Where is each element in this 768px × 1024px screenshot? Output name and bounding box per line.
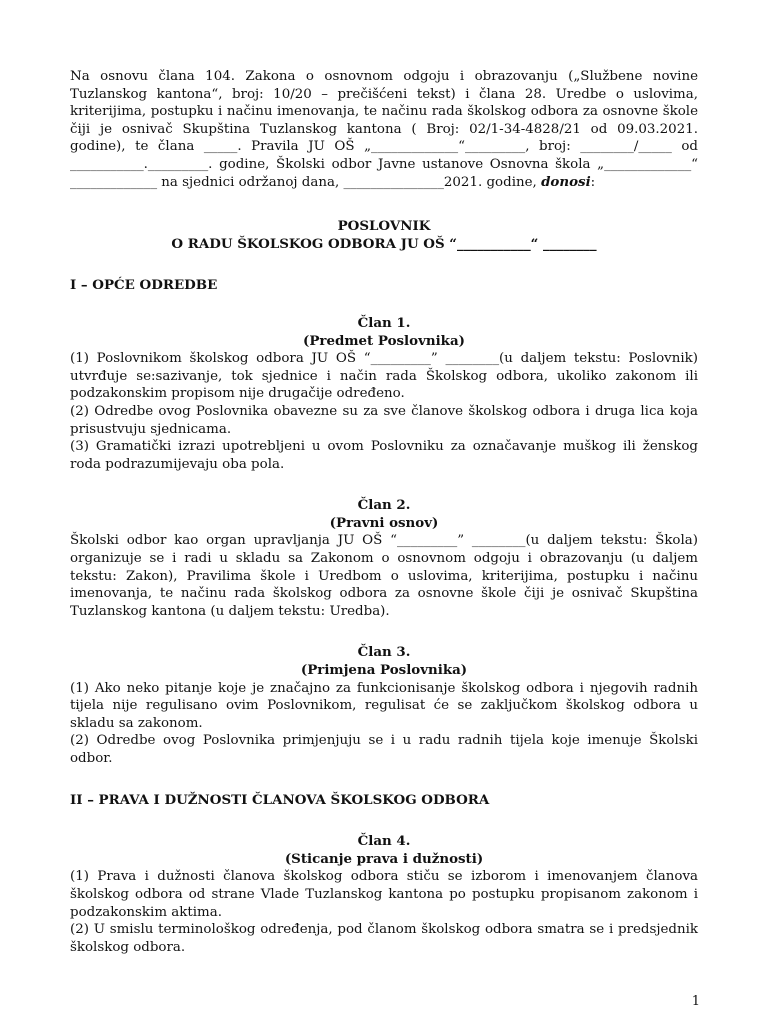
- article-1-paragraph-1: (1) Poslovnikom školskog odbora JU OŠ “_________” ________(u daljem tekstu: Poslovnik) utvrđuje se:sazivanje, tok sjednice i način rada Školskog odbora, ukoliko zakonom ili podzakonskim propisom nije drugačije određeno.: [70, 351, 698, 402]
- article-2-subtitle: (Pravni osnov): [329, 514, 439, 531]
- article-4-heading: Član 4.: [357, 833, 411, 850]
- article-2: [70, 497, 698, 620]
- article-3-heading: Član 3.: [357, 644, 411, 661]
- article-4-paragraph-1: (1) Prava i dužnosti članova školskog odbora stiču se izborom i imenovanjem članova školskog odbora od strane Vlade Tuzlanskog kantona po postupku propisanom zakonom i podzakonskim aktima.: [70, 869, 698, 920]
- title-line-2: O RADU ŠKOLSKOG ODBORA JU OŠ “___________“ ________: [171, 235, 597, 252]
- article-4-paragraph-2: (2) U smislu terminološkog određenja, pod članom školskog odbora smatra se i predsjednik školskog odbora.: [70, 922, 698, 955]
- intro-verb: donosi: [541, 173, 591, 190]
- article-3-paragraph-1: (1) Ako neko pitanje koje je značajno za funkcionisanje školskog odbora i njegovih radnih tijela nije regulisano ovim Poslovnikom, regulisat će se zaključkom školskog odbora u skladu sa zakonom.: [70, 680, 698, 731]
- intro-paragraph: Na osnovu člana 104. Zakona o osnovnom odgoju i obrazovanju („Službene novine Tuzlanskog kantona“, broj: 10/20 – prečišćeni tekst) i člana 28. Uredbe o uslovima, kriterijima, postupku i načinu imenovanja, te načinu rada školskog odbora za osnovne škole čiji je osnivač Skupština Tuzlanskog kantona ( Broj: 02/1-34-4828/21 od 09.03.2021. godine), te člana _____. Pravila JU OŠ „_____________“_________, broj: ________/_____ od ___________._________. godine, Školski odbor Javne ustanove Osnovna škola „_____________“ _____________ na sjednici održanoj dana, _______________2021. godine, donosi:: [70, 69, 698, 190]
- document-title: [70, 218, 698, 253]
- article-2-heading: Član 2.: [357, 497, 411, 514]
- page-number: 1: [691, 994, 700, 1009]
- article-4: [70, 833, 698, 956]
- article-1-paragraph-3: (3) Gramatički izrazi upotrebljeni u ovom Poslovniku za označavanje muškog ili ženskog roda podrazumijevaju oba pola.: [70, 439, 698, 472]
- article-1-paragraph-2: (2) Odredbe ovog Poslovnika obavezne su za sve članove školskog odbora i druga lica koja prisustvuju sjednicama.: [70, 403, 698, 437]
- article-3: [70, 644, 698, 767]
- article-1: [70, 315, 698, 473]
- article-1-subtitle: (Predmet Poslovnika): [303, 332, 465, 349]
- article-3-paragraph-2: (2) Odredbe ovog Poslovnika primjenjuju se i u radu radnih tijela koje imenuje Školski odbor.: [70, 733, 698, 766]
- title-line-1: POSLOVNIK: [337, 218, 431, 235]
- article-4-subtitle: (Sticanje prava i dužnosti): [284, 850, 484, 867]
- intro-text: Na osnovu člana 104. Zakona o osnovnom odgoju i obrazovanju („Službene novine Tuzlanskog kantona“, broj: 10/20 – prečišćeni tekst) i člana 28. Uredbe o uslovima, kriterijima, postupku i načinu imenovanja, te načinu rada školskog odbora za osnovne škole čiji je osnivač Skupština Tuzlanskog kantona ( Broj: 02/1-34-4828/21 od 09.03.2021. godine), te člana _____. Pravila JU OŠ „_____________“_________, broj: ________/_____ od ___________._________. godine, Školski odbor Javne ustanove Osnovna škola „_____________“ _____________ na sjednici održanoj dana, _______________2021. godine,: [70, 69, 698, 190]
- section-heading-2: II – PRAVA I DUŽNOSTI ČLANOVA ŠKOLSKOG ODBORA: [70, 791, 490, 808]
- article-1-heading: Član 1.: [357, 314, 411, 331]
- article-3-subtitle: (Primjena Poslovnika): [300, 662, 468, 679]
- article-2-paragraph-1: Školski odbor kao organ upravljanja JU OŠ “_________” ________(u daljem tekstu: Škola) organizuje se i radi u skladu sa Zakonom o osnovnom odgoju i obrazovanju (u daljem tekstu: Zakon), Pravilima škole i Uredbom o uslovima, kriterijima, postupku i načinu imenovanja, te načinu rada školskog odbora za osnovne škole čiji je osnivač Skupština Tuzlanskog kantona (u daljem tekstu: Uredba).: [70, 533, 698, 619]
- section-heading-1: I – OPĆE ODREDBE: [70, 277, 218, 294]
